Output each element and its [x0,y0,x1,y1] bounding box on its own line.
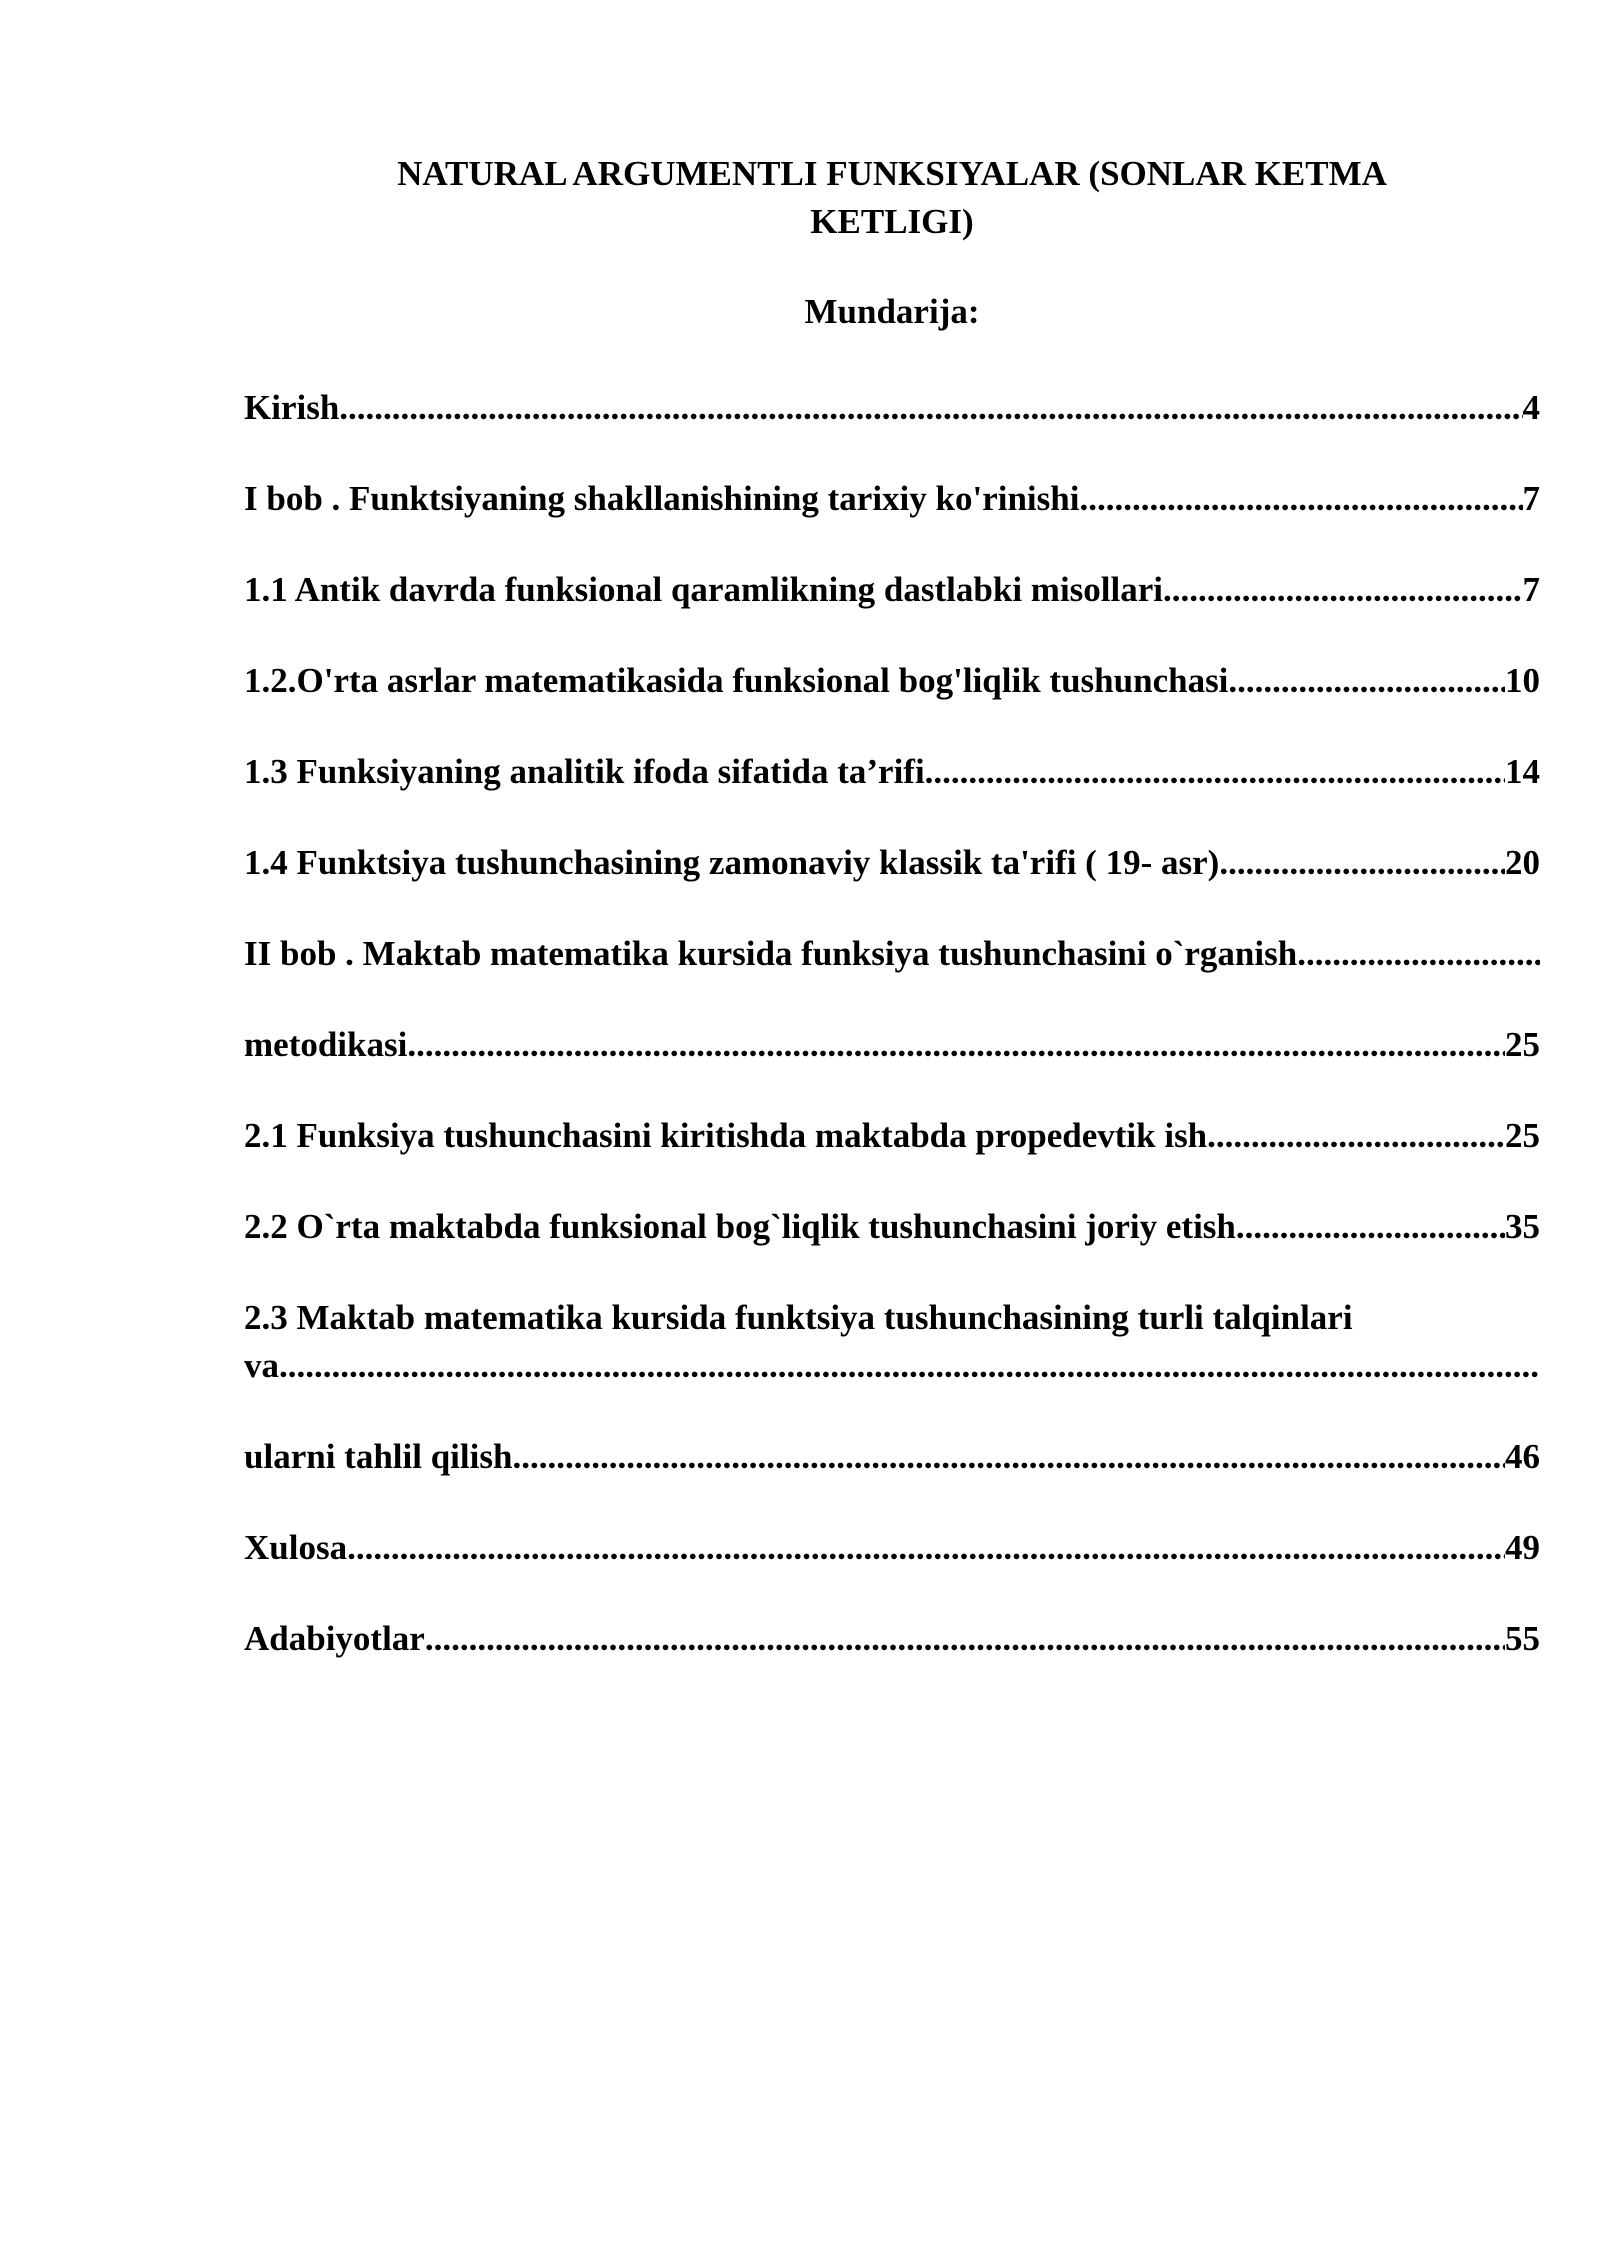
toc-leader-dots [425,1615,1505,1663]
toc-leader-dots [1079,475,1522,523]
toc-entry-title: Kirish [244,388,340,427]
toc-leader-dots [1228,657,1505,705]
document-title [244,150,1540,246]
toc-entry-1-2[interactable] [244,657,1540,705]
toc-entry-chapter-1[interactable] [244,475,1540,523]
toc-entry-page: 46 [1505,1437,1540,1476]
toc-entry-title: Adabiyotlar [244,1619,425,1658]
document-title-line-2: KETLIGI) [810,202,974,241]
toc-entry-page: 4 [1522,388,1540,427]
toc-leader-dots [512,1433,1505,1481]
toc-entry-chapter-2-continued[interactable] [244,1021,1540,1069]
toc-entry-title: 1.1 Antik davrda funksional qaramlikning dastlabki misollari [244,570,1164,609]
toc-entry-title: 2.2 O`rta maktabda funksional bog`liqlik tushunchasini joriy etish [244,1207,1236,1246]
toc-entry-title: ularni tahlil qilish [244,1437,513,1476]
toc-entry-kirish[interactable] [244,384,1540,432]
document-title-line-1: NATURAL ARGUMENTLI FUNKSIYALAR (SONLAR KETMA [397,154,1387,193]
toc-entry-title-line-2-row [244,1342,1540,1390]
table-of-contents [244,384,1540,1663]
document-page [244,150,1540,1663]
toc-entry-2-3[interactable] [244,1294,1540,1390]
toc-entry-title: 1.3 Funksiyaning analitik ifoda sifatida ta’rifi [244,752,925,791]
toc-entry-title: metodikasi [244,1025,408,1064]
toc-entry-1-4[interactable] [244,839,1540,887]
toc-entry-title-line-2: va [244,1346,279,1385]
toc-entry-page: 35 [1505,1207,1540,1246]
toc-entry-page: 10 [1505,661,1540,700]
toc-leader-dots [1219,839,1505,887]
toc-entry-chapter-2[interactable] [244,930,1540,978]
toc-entry-page: 25 [1505,1025,1540,1064]
toc-entry-title: 2.1 Funksiya tushunchasini kiritishda maktabda propedevtik ish [244,1116,1208,1155]
toc-leader-dots [347,1524,1505,1572]
toc-entry-page: 7 [1522,570,1540,609]
toc-entry-xulosa[interactable] [244,1524,1540,1572]
toc-entry-title: Xulosa [244,1528,348,1567]
toc-heading: Mundarija: [804,292,980,331]
toc-entry-adabiyotlar[interactable] [244,1615,1540,1663]
toc-entry-page: 7 [1522,479,1540,518]
toc-leader-dots [1163,566,1522,614]
toc-leader-dots [279,1342,1540,1390]
toc-entry-1-1[interactable] [244,566,1540,614]
toc-entry-page: 20 [1505,843,1540,882]
toc-leader-dots [339,384,1522,432]
toc-leader-dots [1236,1203,1505,1251]
toc-entry-title: II bob . Maktab matematika kursida funksiya tushunchasini o`rganish [244,934,1298,973]
toc-entry-title: 1.4 Funktsiya tushunchasining zamonaviy klassik ta'rifi ( 19- asr) [244,843,1220,882]
toc-entry-title: 1.2.O'rta asrlar matematikasida funksional bog'liqlik tushunchasi [244,661,1229,700]
toc-leader-dots [925,748,1505,796]
toc-entry-page: 14 [1505,752,1540,791]
toc-entry-2-2[interactable] [244,1203,1540,1251]
toc-entry-page: 25 [1505,1116,1540,1155]
toc-entry-page: 55 [1505,1619,1540,1658]
toc-entry-2-1[interactable] [244,1112,1540,1160]
toc-leader-dots [1297,930,1540,978]
toc-leader-dots [1207,1112,1505,1160]
toc-entry-2-3-continued[interactable] [244,1433,1540,1481]
toc-leader-dots [407,1021,1505,1069]
toc-entry-title: I bob . Funktsiyaning shakllanishining tarixiy ko'rinishi [244,479,1080,518]
toc-entry-page: 49 [1505,1528,1540,1567]
toc-entry-title-line-1: 2.3 Maktab matematika kursida funktsiya tushunchasining turli talqinlari [244,1298,1353,1337]
toc-entry-1-3[interactable] [244,748,1540,796]
